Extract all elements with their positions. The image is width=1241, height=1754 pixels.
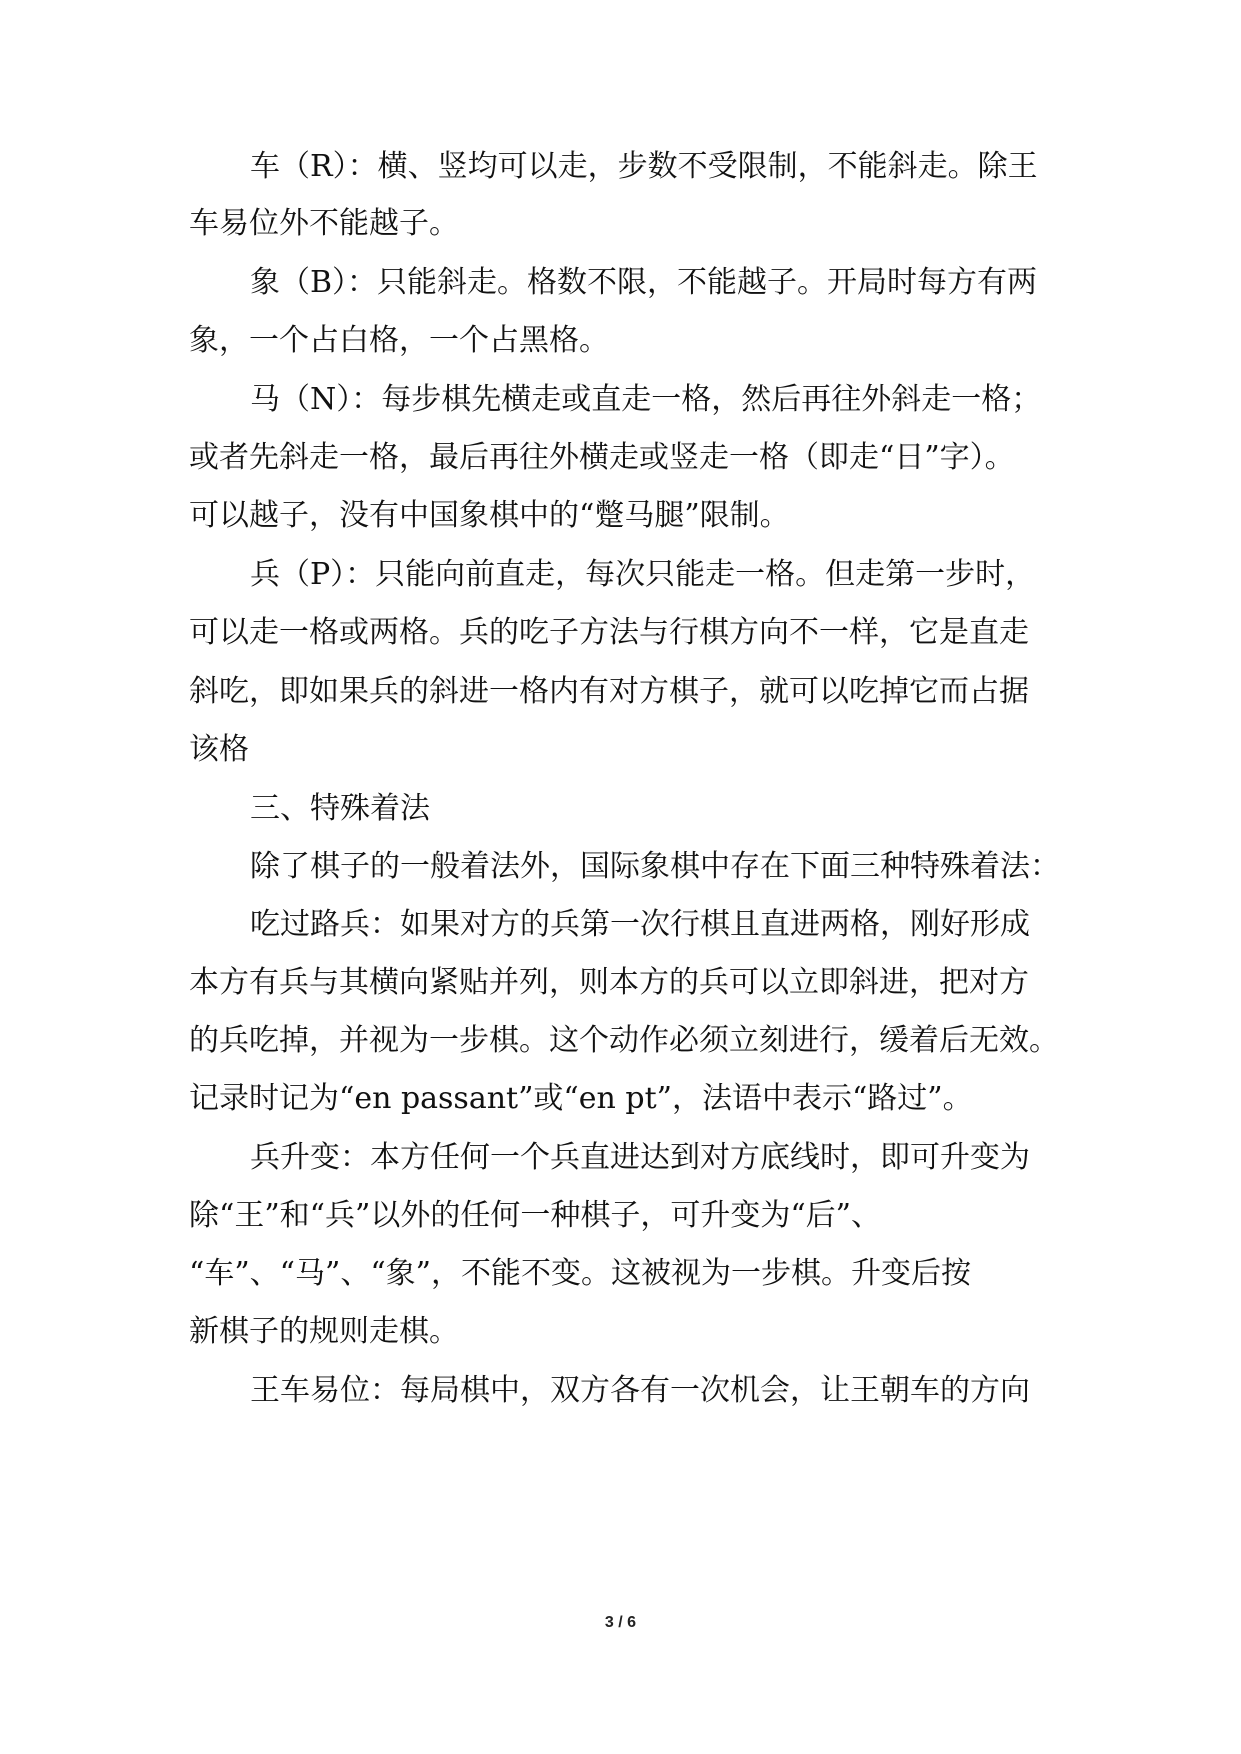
- text-line: 新棋子的规则走棋。: [189, 1314, 459, 1349]
- text-line: 兵（P）：只能向前直走，每次只能走一格。但走第一步时，: [250, 557, 1036, 592]
- text-line: 的兵吃掉，并视为一步棋。这个动作必须立刻进行，缓着后无效。: [189, 1023, 1059, 1058]
- text-line: 或者先斜走一格，最后再往外横走或竖走一格（即走“日”字）。: [189, 440, 1015, 475]
- text-line: 除“王”和“兵”以外的任何一种棋子，可升变为“后”、: [189, 1198, 882, 1233]
- text-line: 可以越子，没有中国象棋中的“蹩马腿”限制。: [189, 498, 790, 533]
- text-line: 马（N）：每步棋先横走或直走一格，然后再往外斜走一格；: [250, 382, 1042, 417]
- text-line: “车”、“马”、“象”，不能不变。这被视为一步棋。升变后按: [189, 1256, 972, 1291]
- text-line: 除了棋子的一般着法外，国际象棋中存在下面三种特殊着法：: [250, 849, 1060, 884]
- text-line: 象，一个占白格，一个占黑格。: [189, 323, 609, 358]
- text-line: 本方有兵与其横向紧贴并列，则本方的兵可以立即斜进，把对方: [189, 965, 1029, 1000]
- text-line: 吃过路兵：如果对方的兵第一次行棋且直进两格，刚好形成: [250, 907, 1030, 942]
- text-line: 可以走一格或两格。兵的吃子方法与行棋方向不一样，它是直走: [189, 615, 1029, 650]
- page-number: 3 / 6: [604, 1614, 637, 1631]
- text-line: 该格: [189, 732, 249, 767]
- text-line: 象（B）：只能斜走。格数不限，不能越子。开局时每方有两: [250, 265, 1038, 300]
- text-line: 车（R）：横、竖均可以走，步数不受限制，不能斜走。除王: [250, 149, 1038, 184]
- text-line: 斜吃，即如果兵的斜进一格内有对方棋子，就可以吃掉它而占据: [189, 674, 1029, 709]
- text-line: 记录时记为“en passant”或“en pt”，法语中表示“路过”。: [189, 1081, 973, 1116]
- text-line: 兵升变：本方任何一个兵直进达到对方底线时，即可升变为: [250, 1140, 1030, 1175]
- text-line: 王车易位：每局棋中，双方各有一次机会，让王朝车的方向: [250, 1373, 1030, 1408]
- text-line: 三、特殊着法: [250, 791, 430, 826]
- text-line: 车易位外不能越子。: [189, 206, 459, 241]
